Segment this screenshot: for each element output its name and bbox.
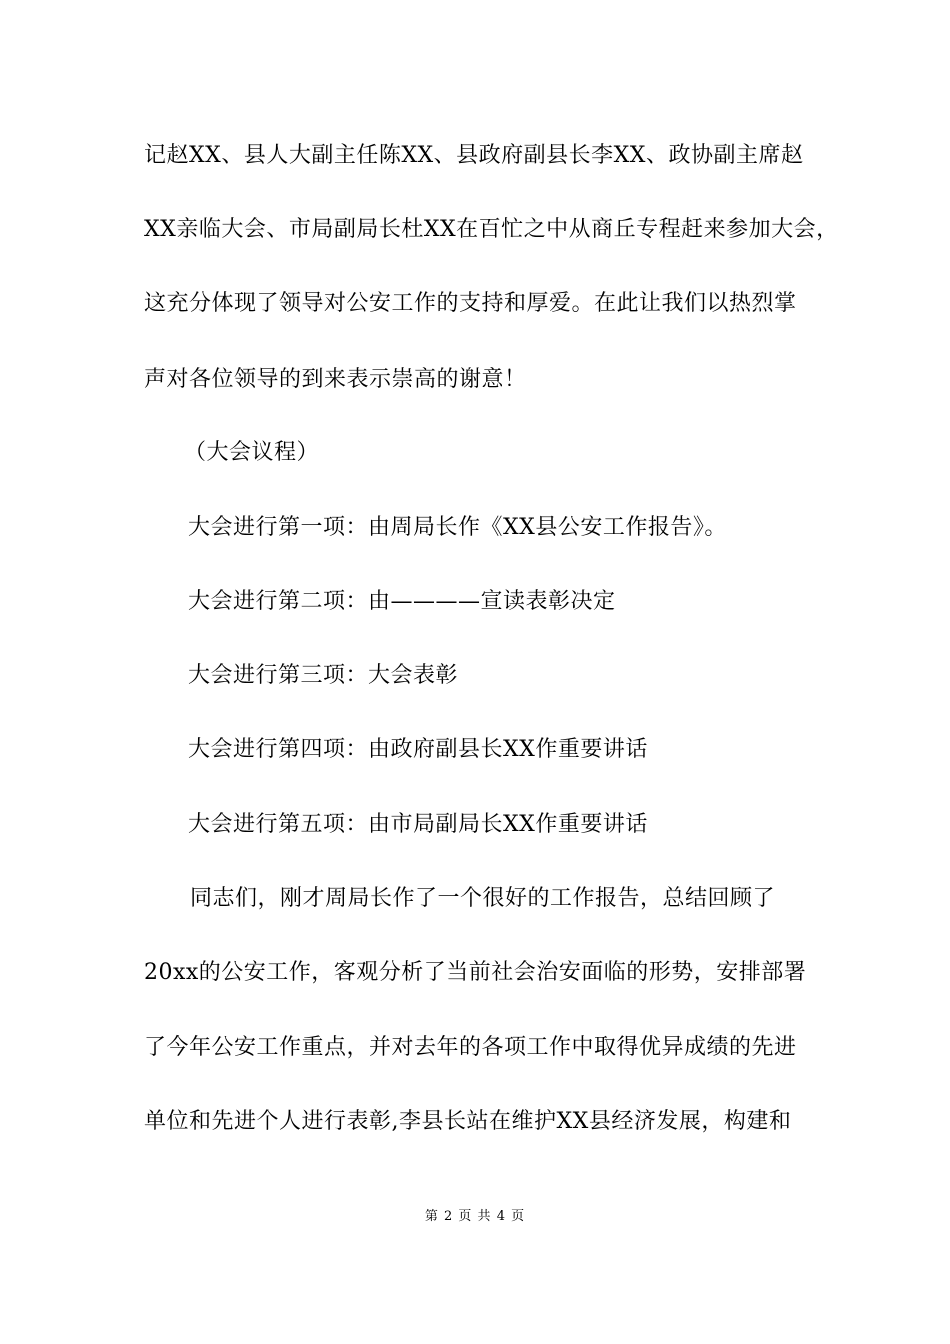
text-line-12: 20xx的公安工作，客观分析了当前社会治安面临的形势，安排部署 [144, 960, 807, 985]
text-line-2: XX亲临大会、市局副局长杜XX在百忙之中从商丘专程赶来参加大会， [144, 217, 839, 242]
agenda-heading: （大会议程） [184, 440, 320, 465]
text-line-11: 同志们，刚才周局长作了一个很好的工作报告，总结回顾了 [190, 886, 776, 911]
text-line-1: 记赵XX、县人大副主任陈XX、县政府副县长李XX、政协副主席赵 [144, 143, 804, 168]
agenda-item-1: 大会进行第一项：由周局长作《XX县公安工作报告》。 [188, 515, 727, 540]
text-line-14: 单位和先进个人进行表彰,李县长站在维护XX县经济发展，构建和 [144, 1109, 792, 1134]
agenda-item-2: 大会进行第二项：由————宣读表彰决定 [188, 589, 616, 614]
text-line-4: 声对各位领导的到来表示崇高的谢意！ [144, 367, 527, 392]
agenda-item-5: 大会进行第五项：由市局副局长XX作重要讲话 [188, 812, 648, 837]
text-line-3: 这充分体现了领导对公安工作的支持和厚爱。在此让我们以热烈掌 [144, 291, 797, 316]
page-number-footer: 第 2 页 共 4 页 [424, 1209, 526, 1224]
agenda-item-4: 大会进行第四项：由政府副县长XX作重要讲话 [188, 737, 648, 762]
agenda-item-3: 大会进行第三项：大会表彰 [188, 663, 459, 688]
text-line-13: 了今年公安工作重点，并对去年的各项工作中取得优异成绩的先进 [144, 1035, 797, 1060]
